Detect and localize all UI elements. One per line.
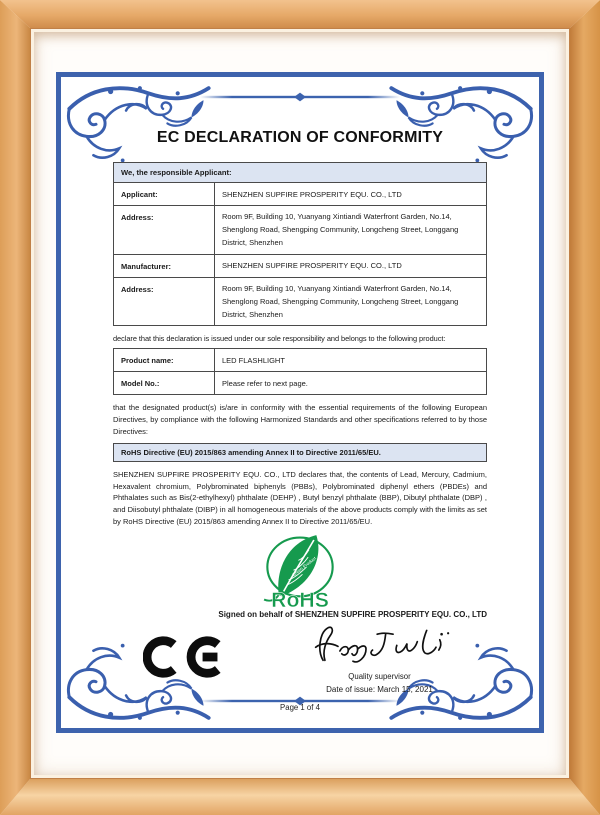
handwritten-signature: [305, 623, 455, 665]
row-label: Address:: [114, 277, 215, 325]
row-value: SHENZHEN SUPFIRE PROSPERITY EQU. CO., LTD: [215, 254, 487, 277]
signer-title: Quality supervisor: [348, 672, 411, 682]
signature-block: [272, 623, 487, 694]
frame-left: [0, 0, 30, 815]
frame-top: [0, 0, 600, 28]
applicant-table-header: We, the responsible Applicant:: [114, 163, 487, 183]
row-value: SHENZHEN SUPFIRE PROSPERITY EQU. CO., LTD: [215, 183, 487, 206]
page-title: EC DECLARATION OF CONFORMITY: [156, 129, 444, 146]
certificate-page: [56, 72, 544, 733]
ce-mark-icon: [143, 629, 231, 685]
row-label: Model No.:: [114, 372, 215, 395]
frame-right: [570, 0, 600, 815]
svg-text:Green Product: Green Product: [291, 556, 317, 578]
certificate-content: [61, 129, 539, 712]
page-number: Page 1 of 4: [280, 703, 320, 713]
table-row: [114, 372, 487, 395]
frame-inner-lip: [30, 28, 570, 779]
product-table: [113, 348, 487, 395]
signature-row: [113, 623, 487, 694]
row-label: Product name:: [114, 349, 215, 372]
table-row: [114, 349, 487, 372]
table-row: [114, 254, 487, 277]
table-row: [114, 277, 487, 325]
rohs-leaf-logo-icon: [251, 531, 349, 611]
directive-highlight: RoHS Directive (EU) 2015/863 amending Annex II to Directive 2011/65/EU.: [113, 443, 487, 462]
row-value: LED FLASHLIGHT: [215, 349, 487, 372]
table-header-row: [114, 163, 487, 183]
signed-on-behalf-line: Signed on behalf of SHENZHEN SUPFIRE PROSPERITY EQU. CO., LTD: [218, 610, 487, 620]
rohs-logo-wrap: [113, 531, 487, 616]
row-label: Address:: [114, 206, 215, 254]
svg-text:RoHS: RoHS: [271, 589, 329, 612]
row-value: Room 9F, Building 10, Yuanyang Xintiandi Waterfront Garden, No.14, Shenglong Road, Shengping Community, Longcheng Street, Longgang District, Shenzhen: [215, 206, 487, 254]
rohs-paragraph: SHENZHEN SUPFIRE PROSPERITY EQU. CO., LTD declares that, the contents of Lead, Mercury, Cadmium, Hexavalent chromium, Polybrominated biphenyls (PBBs), Polybrominated diphenyl ethers (PBDEs) and Phthalates such as Bis(2-ethylhexyl) phthalate (DEHP) , Butyl benzyl phthalate (BBP), Dibutyl phthalate (DBP) , and Diisobutyl phthalate (DIBP) in all homogeneous materials of the above products comply with the limits as set by RoHS Directive (EU) 2015/863 amending Annex II to Directive 2011/65/EU.: [113, 470, 487, 526]
table-row: [114, 206, 487, 254]
date-of-issue: Date of issue: March 15, 2021: [326, 685, 433, 695]
mat-board: [34, 32, 566, 775]
row-label: Applicant:: [114, 183, 215, 206]
ornamental-divider-icon: [198, 92, 403, 102]
row-value: Please refer to next page.: [215, 372, 487, 395]
table-row: [114, 183, 487, 206]
conformity-paragraph: that the designated product(s) is/are in conformity with the essential requirements of the following European Directives, by compliance with the following Harmonized Standards and other specifications referred to by those Directives:: [113, 403, 487, 436]
frame-bottom: [0, 779, 600, 815]
declaration-line: declare that this declaration is issued under our sole responsibility and belongs to the following product:: [113, 334, 446, 343]
row-label: Manufacturer:: [114, 254, 215, 277]
applicant-table: [113, 162, 487, 326]
row-value: Room 9F, Building 10, Yuanyang Xintiandi Waterfront Garden, No.14, Shenglong Road, Shengping Community, Longcheng Street, Longgang District, Shenzhen: [215, 277, 487, 325]
